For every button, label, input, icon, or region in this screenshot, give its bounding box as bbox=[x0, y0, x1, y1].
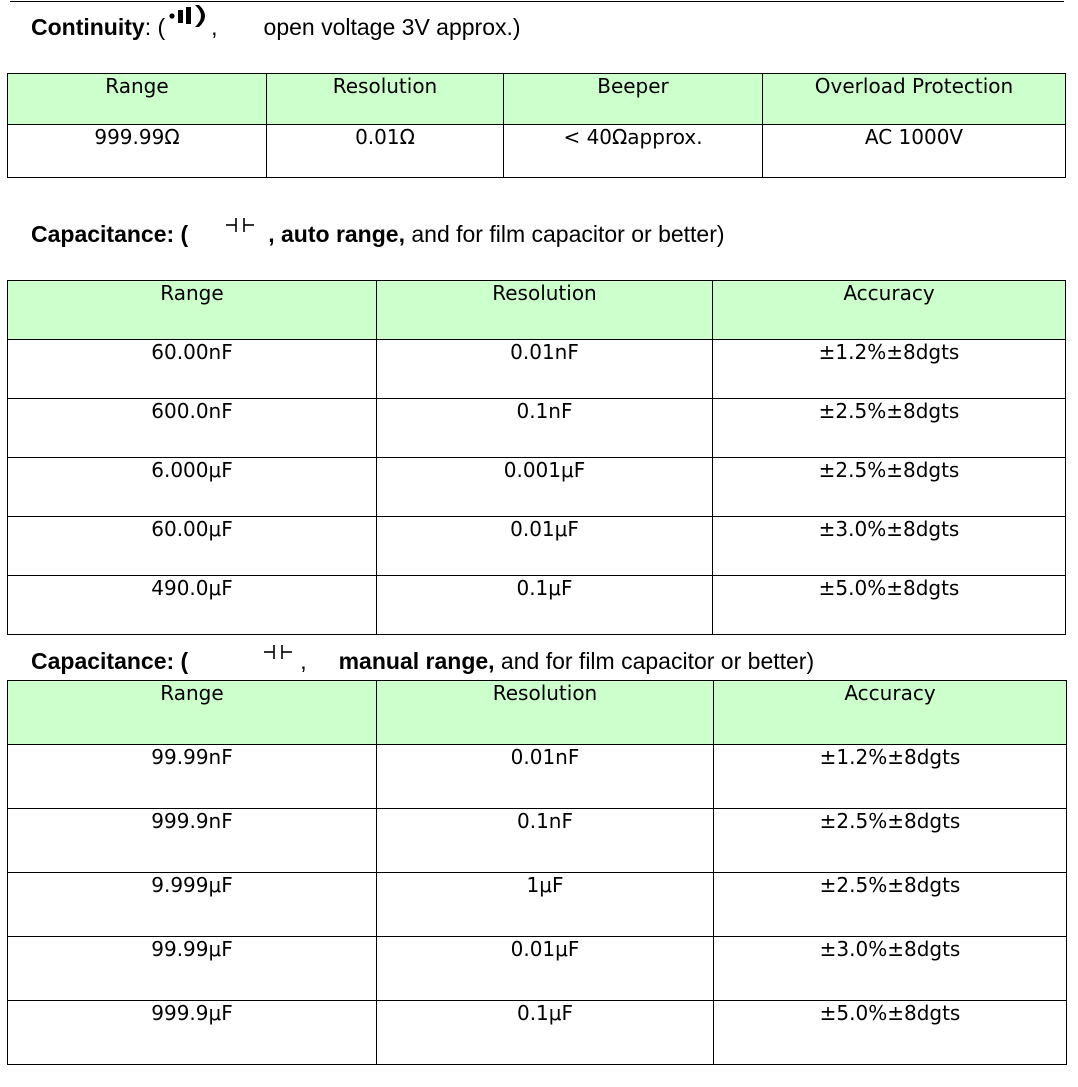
table-row bbox=[8, 873, 1067, 937]
capacitance-auto-heading bbox=[31, 221, 725, 249]
cell-resolution: 0.001μF bbox=[377, 458, 713, 517]
cell-accuracy: ±5.0%±8dgts bbox=[713, 576, 1066, 635]
table-row bbox=[8, 576, 1066, 635]
top-divider bbox=[10, 1, 1064, 2]
col-header-accuracy: Accuracy bbox=[713, 281, 1066, 340]
col-header-accuracy: Accuracy bbox=[714, 681, 1067, 745]
cell-resolution: 0.1μF bbox=[377, 1001, 714, 1065]
cell-range: 999.9μF bbox=[8, 1001, 377, 1065]
capacitance-manual-note: and for film capacitor or better) bbox=[494, 648, 815, 674]
capacitance-manual-comma: , bbox=[300, 648, 307, 674]
table-row bbox=[8, 340, 1066, 399]
table-header-row bbox=[8, 281, 1066, 340]
cell-accuracy: ±2.5%±8dgts bbox=[713, 458, 1066, 517]
cell-range: 60.00nF bbox=[8, 340, 377, 399]
table-row bbox=[8, 809, 1067, 873]
capacitance-auto-note: and for film capacitor or better) bbox=[404, 221, 725, 247]
continuity-comma: , bbox=[211, 14, 218, 41]
continuity-paren: : ( bbox=[144, 14, 166, 41]
col-header-resolution: Resolution bbox=[377, 681, 714, 745]
table-header-row bbox=[8, 74, 1066, 125]
continuity-note: open voltage 3V approx.) bbox=[263, 14, 521, 41]
capacitance-auto-title: Capacitance: ( bbox=[31, 221, 189, 247]
cell-overload: AC 1000V bbox=[763, 125, 1066, 178]
col-header-beeper: Beeper bbox=[504, 74, 763, 125]
cell-range: 60.00μF bbox=[8, 517, 377, 576]
cell-range: 600.0nF bbox=[8, 399, 377, 458]
cell-resolution: 0.01μF bbox=[377, 517, 713, 576]
capacitance-manual-heading bbox=[31, 648, 814, 676]
cell-range: 9.999μF bbox=[8, 873, 377, 937]
continuity-table bbox=[7, 73, 1066, 178]
cell-accuracy: ±2.5%±8dgts bbox=[713, 399, 1066, 458]
cell-resolution: 1μF bbox=[377, 873, 714, 937]
capacitor-icon bbox=[224, 214, 258, 241]
cell-resolution: 0.1nF bbox=[377, 399, 713, 458]
continuity-heading bbox=[31, 14, 521, 44]
cell-range: 999.9nF bbox=[8, 809, 377, 873]
capacitance-manual-table bbox=[7, 680, 1067, 1065]
cell-resolution: 0.01nF bbox=[377, 340, 713, 399]
cell-range: 999.99Ω bbox=[8, 125, 267, 178]
table-row bbox=[8, 937, 1067, 1001]
cell-resolution: 0.01μF bbox=[377, 937, 714, 1001]
col-header-overload: Overload Protection bbox=[763, 74, 1066, 125]
capacitance-auto-mode: , auto range, bbox=[268, 221, 405, 247]
col-header-resolution: Resolution bbox=[377, 281, 713, 340]
cell-range: 6.000μF bbox=[8, 458, 377, 517]
cell-range: 99.99μF bbox=[8, 937, 377, 1001]
cell-range: 99.99nF bbox=[8, 745, 377, 809]
cell-resolution: 0.1μF bbox=[377, 576, 713, 635]
col-header-range: Range bbox=[8, 74, 267, 125]
capacitance-manual-mode: manual range, bbox=[338, 648, 495, 674]
cell-beeper: < 40Ωapprox. bbox=[504, 125, 763, 178]
cell-accuracy: ±2.5%±8dgts bbox=[714, 873, 1067, 937]
continuity-title: Continuity bbox=[31, 14, 145, 41]
cell-resolution: 0.01Ω bbox=[267, 125, 504, 178]
table-row bbox=[8, 517, 1066, 576]
capacitor-icon bbox=[262, 641, 296, 668]
cell-accuracy: ±1.2%±8dgts bbox=[713, 340, 1066, 399]
beeper-icon bbox=[167, 4, 211, 34]
col-header-range: Range bbox=[8, 281, 377, 340]
cell-accuracy: ±2.5%±8dgts bbox=[714, 809, 1067, 873]
cell-range: 490.0μF bbox=[8, 576, 377, 635]
cell-accuracy: ±1.2%±8dgts bbox=[714, 745, 1067, 809]
cell-resolution: 0.1nF bbox=[377, 809, 714, 873]
table-header-row bbox=[8, 681, 1067, 745]
table-row bbox=[8, 399, 1066, 458]
table-row bbox=[8, 458, 1066, 517]
cell-accuracy: ±3.0%±8dgts bbox=[713, 517, 1066, 576]
table-row bbox=[8, 125, 1066, 178]
cell-resolution: 0.01nF bbox=[377, 745, 714, 809]
table-row bbox=[8, 1001, 1067, 1065]
capacitance-auto-table bbox=[7, 280, 1066, 635]
col-header-resolution: Resolution bbox=[267, 74, 504, 125]
cell-accuracy: ±3.0%±8dgts bbox=[714, 937, 1067, 1001]
capacitance-manual-title: Capacitance: ( bbox=[31, 648, 189, 674]
table-row bbox=[8, 745, 1067, 809]
col-header-range: Range bbox=[8, 681, 377, 745]
cell-accuracy: ±5.0%±8dgts bbox=[714, 1001, 1067, 1065]
